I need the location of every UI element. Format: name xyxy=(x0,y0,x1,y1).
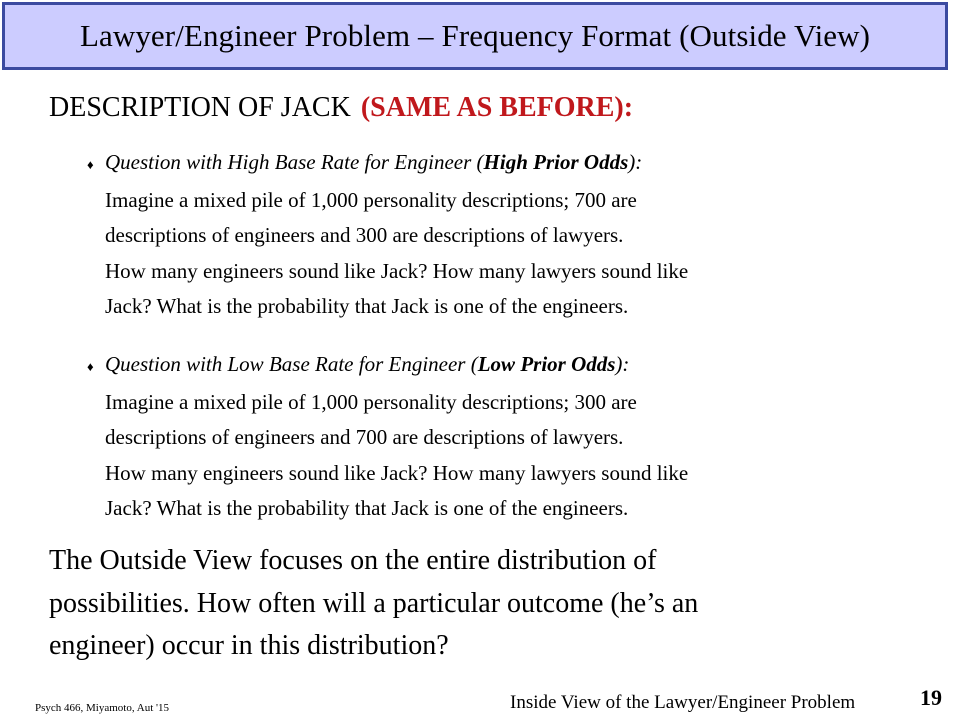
description-heading xyxy=(49,92,633,124)
conclusion-line: possibilities. How often will a particular outcome (he’s an xyxy=(49,587,699,619)
conclusion-text xyxy=(49,540,929,668)
page-number: 19 xyxy=(920,685,942,710)
question-line: How many engineers sound like Jack? How many lawyers sound like xyxy=(105,460,689,485)
description-label: DESCRIPTION OF JACK xyxy=(49,92,351,123)
question-line: How many engineers sound like Jack? How many lawyers sound like xyxy=(105,258,689,283)
question-high-base-rate xyxy=(87,145,907,325)
question-line: Imagine a mixed pile of 1,000 personality descriptions; 700 are xyxy=(105,187,637,212)
question-heading: Question with Low Base Rate for Engineer (Low Prior Odds): xyxy=(105,352,630,376)
slide-title-box xyxy=(2,2,948,70)
slide-title: Lawyer/Engineer Problem – Frequency Format (Outside View) xyxy=(79,18,871,53)
footer-course-label: Psych 466, Miyamoto, Aut '15 xyxy=(35,702,169,714)
description-note: (SAME AS BEFORE): xyxy=(360,92,634,123)
question-low-base-rate xyxy=(87,347,907,527)
diamond-bullet-icon: ♦ xyxy=(87,157,94,172)
question-line: descriptions of engineers and 300 are descriptions of lawyers. xyxy=(105,223,624,247)
conclusion-line: engineer) occur in this distribution? xyxy=(49,630,449,661)
question-body xyxy=(87,385,907,527)
question-body xyxy=(87,183,907,325)
conclusion-line: The Outside View focuses on the entire distribution of xyxy=(49,545,657,576)
question-line: Jack? What is the probability that Jack is one of the engineers. xyxy=(105,294,629,318)
question-line: Imagine a mixed pile of 1,000 personality descriptions; 300 are xyxy=(105,389,637,414)
question-line: Jack? What is the probability that Jack is one of the engineers. xyxy=(105,496,629,520)
diamond-bullet-icon: ♦ xyxy=(87,359,94,374)
footer-slide-topic: Inside View of the Lawyer/Engineer Problem xyxy=(510,692,856,713)
question-heading: Question with High Base Rate for Engineer (High Prior Odds): xyxy=(105,150,643,174)
question-line: descriptions of engineers and 700 are descriptions of lawyers. xyxy=(105,425,624,449)
